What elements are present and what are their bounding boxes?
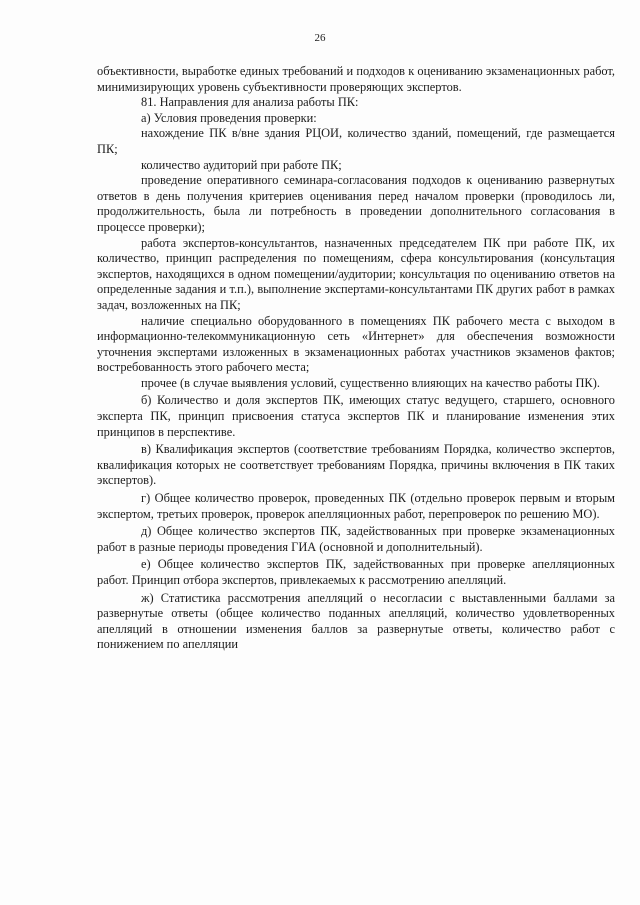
paragraph-continuation: объективности, выработке единых требований и подходов к оцениванию экзаменационных работ, минимизирующих уровень субъективности проверяющих экспертов. <box>97 64 615 94</box>
paragraph-item-d: д) Общее количество экспертов ПК, задействованных при проверке экзаменационных работ в разные периоды проведения ГИА (основной и дополнительный). <box>97 524 615 554</box>
paragraph-item-a: а) Условия проведения проверки: <box>141 110 317 125</box>
paragraph-item-zh: ж) Статистика рассмотрения апелляций о несогласии с выставленными баллами за развернутые ответы (общее количество поданных апелляций, количество удовлетворенных апелляций в отношении изменения баллов за развернутые ответы, количество работ с понижением по апелляции <box>97 590 615 652</box>
paragraph-auditoriums: количество аудиторий при работе ПК; <box>141 157 342 172</box>
paragraph-consultants: работа экспертов-консультантов, назначенных председателем ПК при работе ПК, их количество, принцип распределения по помещениям, сфера консультирования (консультация экспертов, находящихся в одном помещении/аудитории; консультация по оцениванию ответов на определенные задания и т.п.), выполнение экспертами-консультантами ПК других работ в рамках задач, возложенных на ПК; <box>97 235 615 312</box>
page-number: 26 <box>314 32 326 44</box>
paragraph-section-81: 81. Направления для анализа работы ПК: <box>141 95 359 110</box>
paragraph-seminar: проведение оперативного семинара-согласования подходов к оцениванию развернутых ответов в день получения критериев оценивания перед началом проверки (проводилось ли, продолжительность, была ли потребность в проведении дополнительного согласования в процессе проверки); <box>97 173 615 234</box>
paragraph-location: нахождение ПК в/вне здания РЦОИ, количество зданий, помещений, где размещается ПК; <box>97 126 615 156</box>
paragraph-item-e: е) Общее количество экспертов ПК, задействованных при проверке апелляционных работ. Принцип отбора экспертов, привлекаемых к рассмотрению апелляций. <box>97 557 615 587</box>
paragraph-other: прочее (в случае выявления условий, существенно влияющих на качество работы ПК). <box>141 375 600 390</box>
paragraph-item-v: в) Квалификация экспертов (соответствие требованиям Порядка, количество экспертов, квалификация которых не соответствует требованиям Порядка, причины включения в ПК таких экспертов). <box>97 442 615 488</box>
paragraph-item-b: б) Количество и доля экспертов ПК, имеющих статус ведущего, старшего, основного эксперта ПК, принцип присвоения статуса экспертов ПК и планирование изменения этих принципов в перспективе. <box>97 393 615 439</box>
document-body <box>97 64 615 653</box>
paragraph-internet-workplace: наличие специально оборудованного в помещениях ПК рабочего места с выходом в информационно-телекоммуникационную сеть «Интернет» для обеспечения возможности уточнения экспертами изложенных в экзаменационных работах участников экзаменов фактов; востребованность этого рабочего места; <box>97 313 615 375</box>
paragraph-item-g: г) Общее количество проверок, проведенных ПК (отдельно проверок первым и вторым экспертом, третьих проверок, проверок апелляционных работ, перепроверок по решению МО). <box>97 491 615 521</box>
